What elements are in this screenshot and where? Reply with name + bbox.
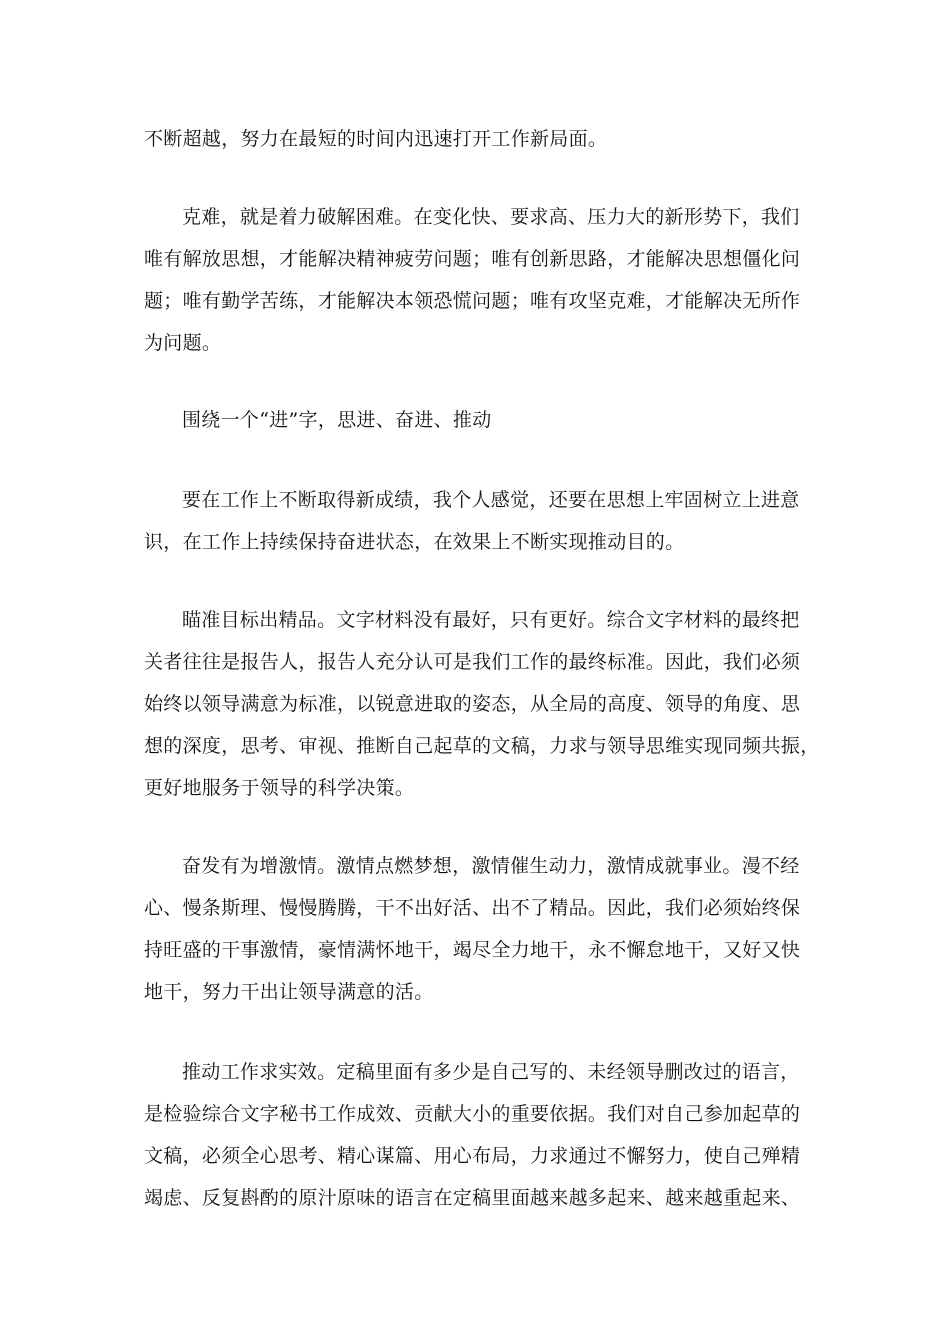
text-line: 想的深度，思考、审视、推断自己起草的文稿，力求与领导思维实现同频共振， (144, 735, 820, 757)
text-line: 推动工作求实效。定稿里面有多少是自己写的、未经领导删改过的语言， (182, 1061, 800, 1083)
text-line: 不断超越，努力在最短的时间内迅速打开工作新局面。 (144, 128, 608, 150)
section-heading (144, 399, 812, 441)
text-line: 克难，就是着力破解困难。在变化快、要求高、压力大的新形势下，我们 (182, 206, 800, 228)
paragraph-continuation (144, 118, 812, 160)
text-line: 围绕一个“进”字，思进、奋进、推动 (182, 409, 492, 431)
paragraph-aim-quality (144, 599, 820, 809)
paragraph-overcoming-difficulty (144, 196, 812, 364)
text-line: 竭虑、反复斟酌的原汁原味的语言在定稿里面越来越多起来、越来越重起来、 (144, 1187, 801, 1209)
paragraph-passion (144, 845, 812, 1013)
text-line: 文稿，必须全心思考、精心谋篇、用心布局，力求通过不懈努力，使自己殚精 (144, 1145, 801, 1167)
text-line: 识，在工作上持续保持奋进状态，在效果上不断实现推动目的。 (144, 531, 685, 553)
text-line: 持旺盛的干事激情，豪情满怀地干，竭尽全力地干，永不懈怠地干，又好又快 (144, 939, 801, 961)
text-line: 题；唯有勤学苦练，才能解决本领恐慌问题；唯有攻坚克难，才能解决无所作 (144, 290, 801, 312)
text-line: 要在工作上不断取得新成绩，我个人感觉，还要在思想上牢固树立上进意 (182, 489, 800, 511)
paragraph-progress-intro (144, 479, 812, 563)
text-line: 奋发有为增激情。激情点燃梦想，激情催生动力，激情成就事业。漫不经 (182, 855, 800, 877)
text-line: 始终以领导满意为标准，以锐意进取的姿态，从全局的高度、领导的角度、思 (144, 693, 801, 715)
text-line: 更好地服务于领导的科学决策。 (144, 777, 415, 799)
text-line: 瞄准目标出精品。文字材料没有最好，只有更好。综合文字材料的最终把 (182, 609, 800, 631)
text-line: 心、慢条斯理、慢慢腾腾，干不出好活、出不了精品。因此，我们必须始终保 (144, 897, 801, 919)
text-line: 唯有解放思想，才能解决精神疲劳问题；唯有创新思路，才能解决思想僵化问 (144, 248, 801, 270)
text-line: 为问题。 (144, 332, 222, 354)
text-line: 地干，努力干出让领导满意的活。 (144, 981, 434, 1003)
text-line: 是检验综合文字秘书工作成效、贡献大小的重要依据。我们对自己参加起草的 (144, 1103, 801, 1125)
paragraph-results (144, 1051, 812, 1219)
text-line: 关者往往是报告人，报告人充分认可是我们工作的最终标准。因此，我们必须 (144, 651, 801, 673)
